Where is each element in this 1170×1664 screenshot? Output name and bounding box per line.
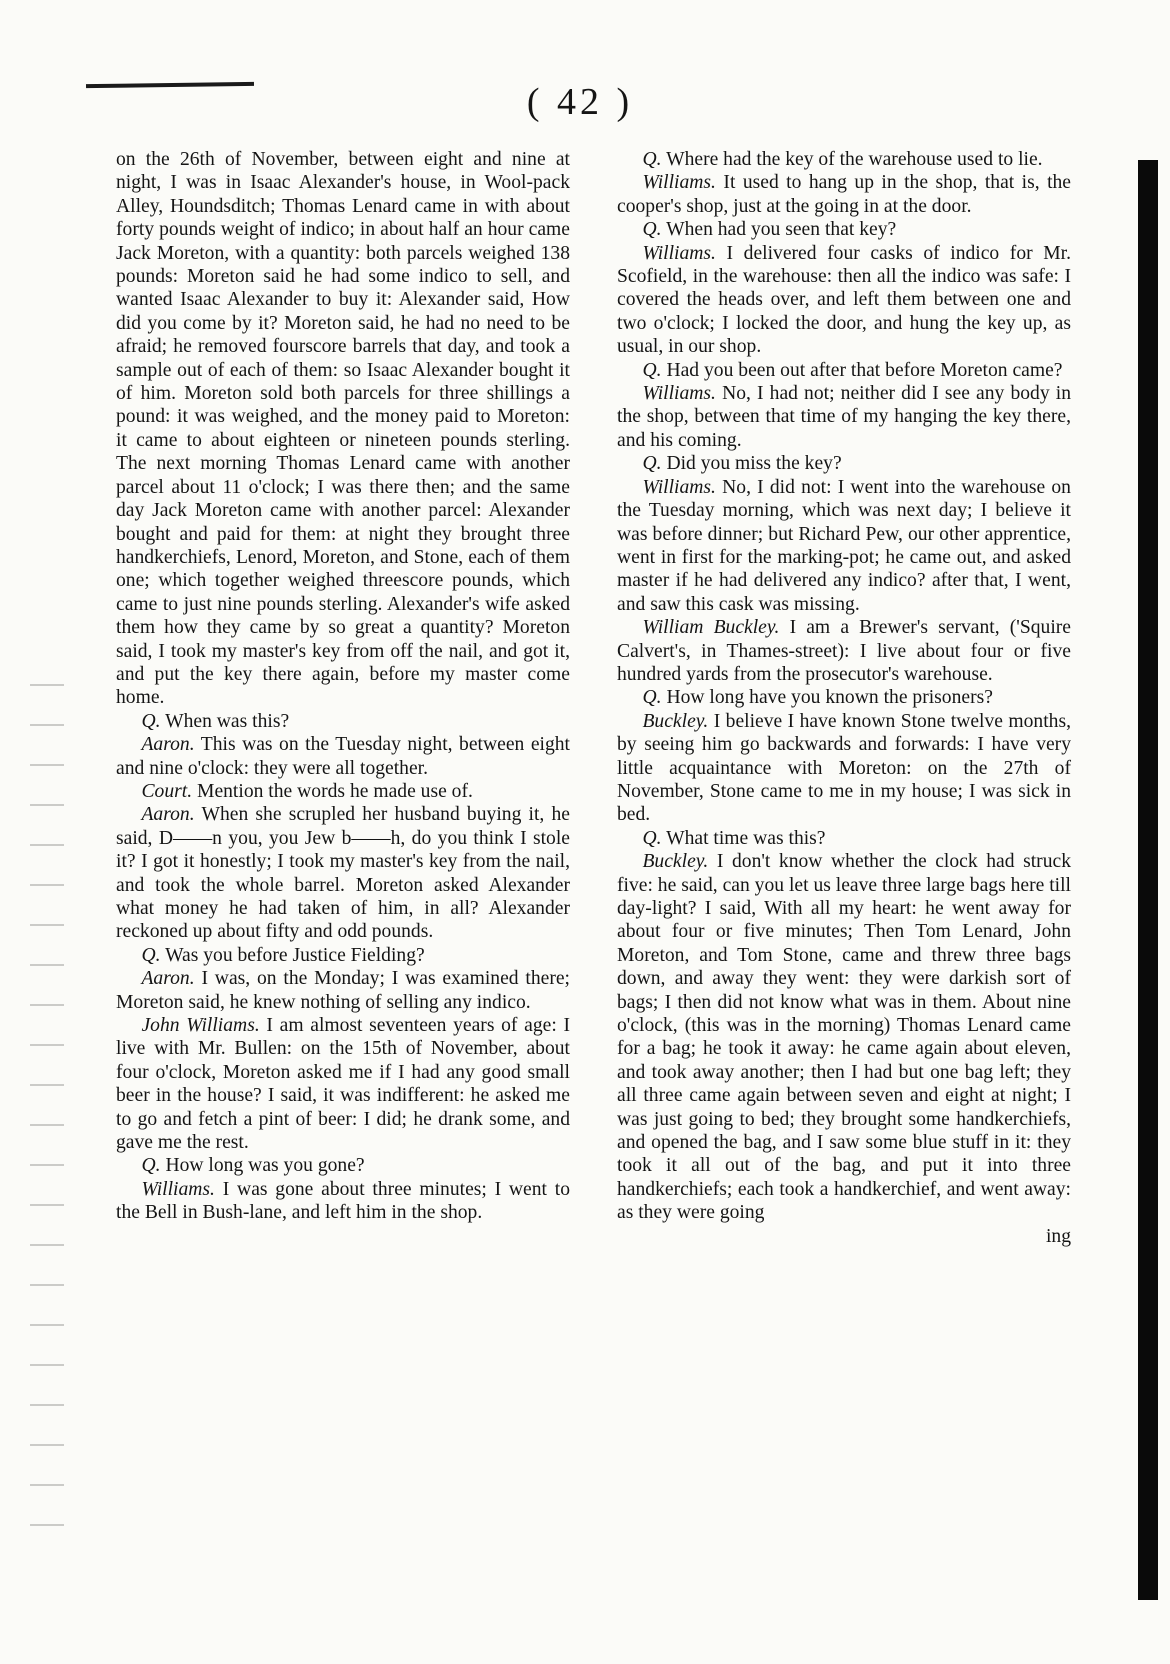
paragraph-text: on the 26th of November, between eight and nine at night, I was in Isaac Alexander's house, in Wool-pack Alley, Houndsditch; Thomas Lenard came in with about forty pounds weight of indico; in about half an hour came Jack Moreton, with a quantity: both parcels weighed 138 pounds: Moreton said he had some indico to sell, and wanted Isaac Alexander to buy it: Alexander said, How did you come by it? Moreton said, he had no need to be afraid; he removed fourscore barrels that day, and took a sample out of each of them: so Isaac Alexander bought it of him. Moreton sold both parcels for three shillings a pound: it was weighed, and the money paid to Moreton: it came to about eighteen or nineteen pounds sterling. The next morning Thomas Lenard came with another parcel about 11 o'clock; I was there then; and the same day Jack Moreton came with another parcel: Alexander bought and paid for them: at night they brought three handkerchiefs, Lenord, Moreton, and Stone, each of them one; which together weighed threescore pounds, which came to just nine pounds sterling. Alexander's wife asked them how they came by so great a quantity? Moreton said, I took my master's key from off the nail, and got it, and put the key there again, before my master come home. xyxy=(116,149,570,709)
paragraph xyxy=(116,1178,570,1225)
paragraph xyxy=(617,171,1071,218)
speaker-label: William Buckley. xyxy=(642,617,780,639)
speaker-label: Q. xyxy=(642,453,662,475)
paragraph-text: What time was this? xyxy=(666,827,826,849)
speaker-label: Buckley. xyxy=(642,710,709,732)
paragraph xyxy=(617,218,1071,241)
left-column xyxy=(116,148,570,1225)
paragraph-text: I don't know whether the clock had struck five: he said, can you let us leave three large bags here till day-light? I said, With all my heart: he went away for about four or five minutes; Then Tom Lenard, John Moreton, and Tom Stone, came and threw three bags down, and away they went: they were darkish sort of bags; I then did not know what was in them. About nine o'clock, (this was in the morning) Thomas Lenard came for a bag; he took it away: he came again about eleven, and took away another; then I had but one bag left; they all three came again between seven and eight at night; I was just going to bed; they brought some handkerchiefs, and opened the bag, and I saw some blue stuff in it: they took it all out of the bag, and put it into three handkerchiefs; each took a handkerchief, and went away: as they were going xyxy=(617,851,1071,1224)
paragraph xyxy=(617,359,1071,382)
speaker-label: Q. xyxy=(642,827,662,849)
speaker-label: Court. xyxy=(141,780,193,802)
scan-gutter-noise xyxy=(30,670,64,1530)
paragraph-text: Was you before Justice Fielding? xyxy=(165,944,425,966)
paragraph-text: I believe I have known Stone twelve months, by seeing him go backwards and forwards: I have very little acquaintance with Moreton: on the 27th of November, Stone came to me in my house; I was sick in bed. xyxy=(617,710,1071,826)
paragraph-text: This was on the Tuesday night, between eight and nine o'clock: they were all together. xyxy=(116,734,571,779)
paragraph-text: When was this? xyxy=(165,710,290,732)
paragraph-text: When had you seen that key? xyxy=(666,219,897,241)
paragraph xyxy=(617,827,1071,850)
paragraph xyxy=(617,382,1071,452)
speaker-label: John Williams. xyxy=(141,1015,260,1037)
speaker-label: Williams. xyxy=(642,476,716,498)
speaker-label: Q. xyxy=(141,944,161,966)
paragraph xyxy=(116,1154,570,1177)
speaker-label: Williams. xyxy=(141,1178,215,1200)
catchword xyxy=(617,1225,1071,1248)
paragraph xyxy=(617,686,1071,709)
speaker-label: Williams. xyxy=(642,242,716,264)
paragraph-text: I delivered four casks of indico for Mr. Scofield, in the warehouse: then all the indico was safe: I covered the heads over, and left them between one and two o'clock; I locked the door, and hung the key up, as usual, in our shop. xyxy=(617,242,1071,358)
paragraph-text: Mention the words he made use of. xyxy=(197,780,473,802)
speaker-label: Aaron. xyxy=(141,968,195,990)
paragraph xyxy=(617,476,1071,616)
paragraph-text: No, I had not; neither did I see any body in the shop, between that time of my hanging the key there, and his coming. xyxy=(617,383,1071,451)
paragraph xyxy=(116,148,570,710)
paragraph xyxy=(116,803,570,943)
paragraph-text: I was gone about three minutes; I went to the Bell in Bush-lane, and left him in the shop. xyxy=(116,1178,570,1224)
speaker-label: Q. xyxy=(642,149,662,170)
paragraph-text: How long have you known the prisoners? xyxy=(666,687,993,709)
paragraph xyxy=(617,710,1071,827)
paragraph xyxy=(116,967,570,1014)
paragraph-text: Did you miss the key? xyxy=(666,453,842,475)
speaker-label: Q. xyxy=(642,359,662,381)
paragraph-text: I was, on the Monday; I was examined there; Moreton said, he knew nothing of selling any indico. xyxy=(116,968,570,1013)
speaker-label: Williams. xyxy=(642,172,716,194)
page-number: ( 42 ) xyxy=(526,81,634,123)
paragraph xyxy=(116,780,570,803)
right-column xyxy=(617,148,1071,1248)
scan-edge-shadow xyxy=(1138,160,1158,1600)
paragraph-text: When she scrupled her husband buying it, he said, D——n you, you Jew b——h, do you think I stole it? I got it honestly; I took my master's key from the nail, and took the whole barrel. Moreton asked Alexander what money he had taken of him, in all? Alexander reckoned up about fifty and odd pounds. xyxy=(116,804,570,943)
paragraph-text: I am almost seventeen years of age: I live with Mr. Bullen: on the 15th of November, about four o'clock, Moreton asked me if I had any good small beer in the house? I said, it was indifferent: he asked me to go and fetch a pint of beer: I did; he drank some, and gave me the rest. xyxy=(116,1015,570,1154)
speaker-label: Buckley. xyxy=(642,851,709,873)
paragraph-text: It used to hang up in the shop, that is, the cooper's shop, just at the going in at the door. xyxy=(617,172,1072,217)
paragraph xyxy=(116,733,570,780)
paragraph xyxy=(617,850,1071,1225)
speaker-label: Q. xyxy=(642,219,662,241)
paragraph xyxy=(617,242,1071,359)
speaker-label: Q. xyxy=(141,1155,161,1177)
paragraph-text: Where had the key of the warehouse used to lie. xyxy=(666,149,1043,170)
paragraph-text: Had you been out after that before Moreton came? xyxy=(666,359,1063,381)
speaker-label: Aaron. xyxy=(141,734,195,756)
paragraph xyxy=(617,616,1071,686)
speaker-label: Williams. xyxy=(642,383,716,405)
speaker-label: Q. xyxy=(141,710,161,732)
catchword-text: ing xyxy=(1045,1225,1071,1247)
paragraph-text: How long was you gone? xyxy=(165,1155,365,1177)
paragraph-text: No, I did not: I went into the warehouse on the Tuesday morning, which was next day; I believe it was before dinner; but Richard Pew, our other apprentice, went in first for the marking-pot; he came out, and asked master if he had delivered any indico? after that, I went, and saw this cask was missing. xyxy=(617,476,1071,615)
speaker-label: Aaron. xyxy=(141,804,195,826)
paragraph xyxy=(617,452,1071,475)
header-rule xyxy=(86,82,254,88)
paragraph-text: I am a Brewer's servant, ('Squire Calvert's, in Thames-street): I live about four or five hundred yards from the prosecutor's warehouse. xyxy=(617,617,1071,685)
paragraph xyxy=(116,1014,570,1154)
paragraph xyxy=(617,148,1071,171)
paragraph xyxy=(116,710,570,733)
paragraph xyxy=(116,944,570,967)
speaker-label: Q. xyxy=(642,687,662,709)
